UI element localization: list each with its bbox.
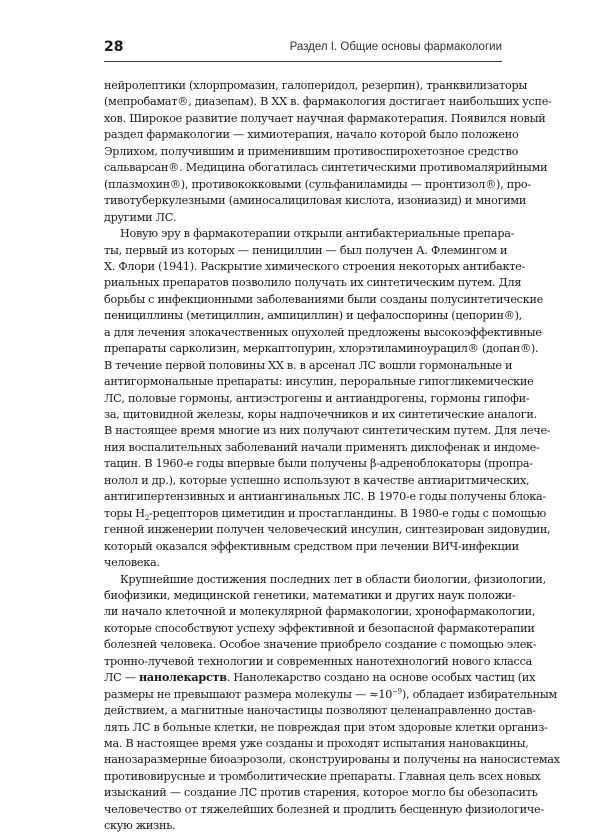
text-line: за, щитовидной железы, коры надпочечников и их синтетические аналоги.	[104, 408, 537, 421]
text-line	[104, 686, 557, 702]
text-line: болезней человека. Особое значение приобрело создание с помощью элек-	[104, 638, 537, 652]
text-line: Х. Флори (1941). Раскрытие химического строения некоторых антибакте-	[104, 259, 526, 273]
text-fragment: -рецепторов циметидин и простагландины. В 1980-е годы с помощью	[149, 506, 547, 520]
text-line: биофизики, медицинской генетики, математики и других наук положи-	[104, 588, 516, 602]
text-line: пенициллины (метициллин, ампициллин) и цефалоспорины (цепорин®),	[104, 309, 523, 323]
subscript: 2	[144, 513, 150, 522]
text-fragment: . Нанолекарство создано на основе особых частиц (их	[226, 671, 536, 685]
text-line: генной инженерии получен человеческий инсулин, синтезирован зидовудин,	[104, 523, 551, 537]
text-line: ЛС, половые гормоны, антиэстрогены и антиандрогены, гормоны гипофи-	[104, 391, 530, 405]
text-line: хов. Широкое развитие получает научная фармакотерапия. Появился новый	[104, 111, 546, 125]
text-line: которые способствуют успеху эффективной и безопасной фармакотерапии	[104, 621, 535, 635]
text-line: человека.	[104, 556, 160, 570]
text-line: ли начало клеточной и молекулярной фармакологии, хронофармакологии,	[104, 605, 536, 619]
page-number: 28	[104, 39, 124, 55]
text-line: раздел фармакологии — химиотерапия, начало которой было положено	[104, 128, 519, 142]
text-line: борьбы с инфекционными заболеваниями были созданы полусинтетические	[104, 292, 544, 306]
text-line: человечество от тяжелейших болезней и продлить бесценную физиологиче-	[104, 802, 544, 816]
text-fragment: ЛС —	[104, 671, 139, 685]
text-line: препараты сарколизин, меркаптопурин, хлорэтиламиноурацил® (допан®).	[104, 342, 539, 356]
text-line	[104, 506, 547, 522]
text-line: противовирусные и тромболитические препараты. Главная цель всех новых	[104, 769, 541, 783]
text-fragment: торы H	[104, 506, 145, 520]
text-line	[104, 670, 536, 685]
text-line: В настоящее время многие из них получают синтетическим путем. Для лече-	[104, 424, 551, 438]
text-line: действием, а магнитные наночастицы позволяют целенаправленно достав-	[104, 704, 536, 718]
text-fragment: размеры не превышают размера молекулы — ≈10	[104, 687, 393, 701]
text-line: антигормональные препараты: инсулин, пероральные гипогликемические	[104, 375, 534, 389]
text-line: тронно-лучевой технологии и современных нанотехнологий нового класса	[104, 654, 533, 668]
text-line: Новую эру в фармакотерапии открыли антибактериальные препара-	[120, 227, 515, 241]
text-line: тацин. В 1960-е годы впервые были получены β-адреноблокаторы (пропра-	[104, 457, 533, 471]
bold-term: нанолекарств	[138, 670, 227, 685]
text-line: Эрлихом, получившим и применившим противоспирохетозное средство	[104, 144, 519, 158]
text-line: лять ЛС в больные клетки, не повреждая при этом здоровые клетки организ-	[104, 720, 548, 734]
section-title: Раздел I. Общие основы фармакологии	[289, 41, 502, 53]
text-line: сальварсан®. Медицина обогатилась синтетическими противомалярийными	[104, 161, 548, 175]
text-line: риальных препаратов позволило получать их синтетическим путем. Для	[104, 276, 522, 290]
text-line: изысканий — создание ЛС против старения, которое могло бы обезопасить	[104, 786, 538, 800]
text-line: который оказался эффективным средством при лечении ВИЧ-инфекции	[104, 539, 519, 553]
text-line: скую жизнь.	[104, 819, 176, 833]
superscript: −9	[392, 686, 402, 695]
text-fragment: ), обладает избирательным	[401, 687, 557, 701]
text-line: антигипертензивных и антиангинальных ЛС. В 1970-е годы получены блока-	[104, 490, 546, 504]
text-line: ния воспалительных заболеваний начали применять диклофенак и индоме-	[104, 440, 540, 454]
text-line: Крупнейшие достижения последних лет в области биологии, физиологии,	[120, 572, 546, 586]
text-line: нолол и др.), которые успешно используют в качестве антиаритмических,	[104, 473, 530, 487]
text-line: нанозаразмерные биоаэрозоли, сконструированы и получены на наносистемах	[104, 753, 560, 767]
running-header	[104, 37, 502, 63]
text-line: ты, первый из которых — пенициллин — был получен А. Флемингом и	[104, 243, 508, 257]
text-line: тивотуберкулезными (аминосалициловая кислота, изониазид) и многими	[104, 194, 527, 208]
text-line: а для лечения злокачественных опухолей предложены высокоэффективные	[104, 325, 542, 339]
text-line: (плазмохин®), противококковыми (сульфаниламиды — пронтизол®), про-	[104, 177, 531, 191]
text-line: ма. В настоящее время уже созданы и проходят испытания нановакцины,	[104, 737, 529, 750]
header-rule	[104, 61, 502, 62]
text-line: нейролептики (хлорпромазин, галоперидол, резерпин), транквилизаторы	[104, 79, 528, 92]
text-line: (мепробамат®, диазепам). В XX в. фармакология достигает наибольших успе-	[104, 95, 552, 109]
text-line: В течение первой половины XX в. в арсенал ЛС вошли гормональные и	[104, 358, 513, 372]
text-line: другими ЛС.	[104, 210, 177, 224]
